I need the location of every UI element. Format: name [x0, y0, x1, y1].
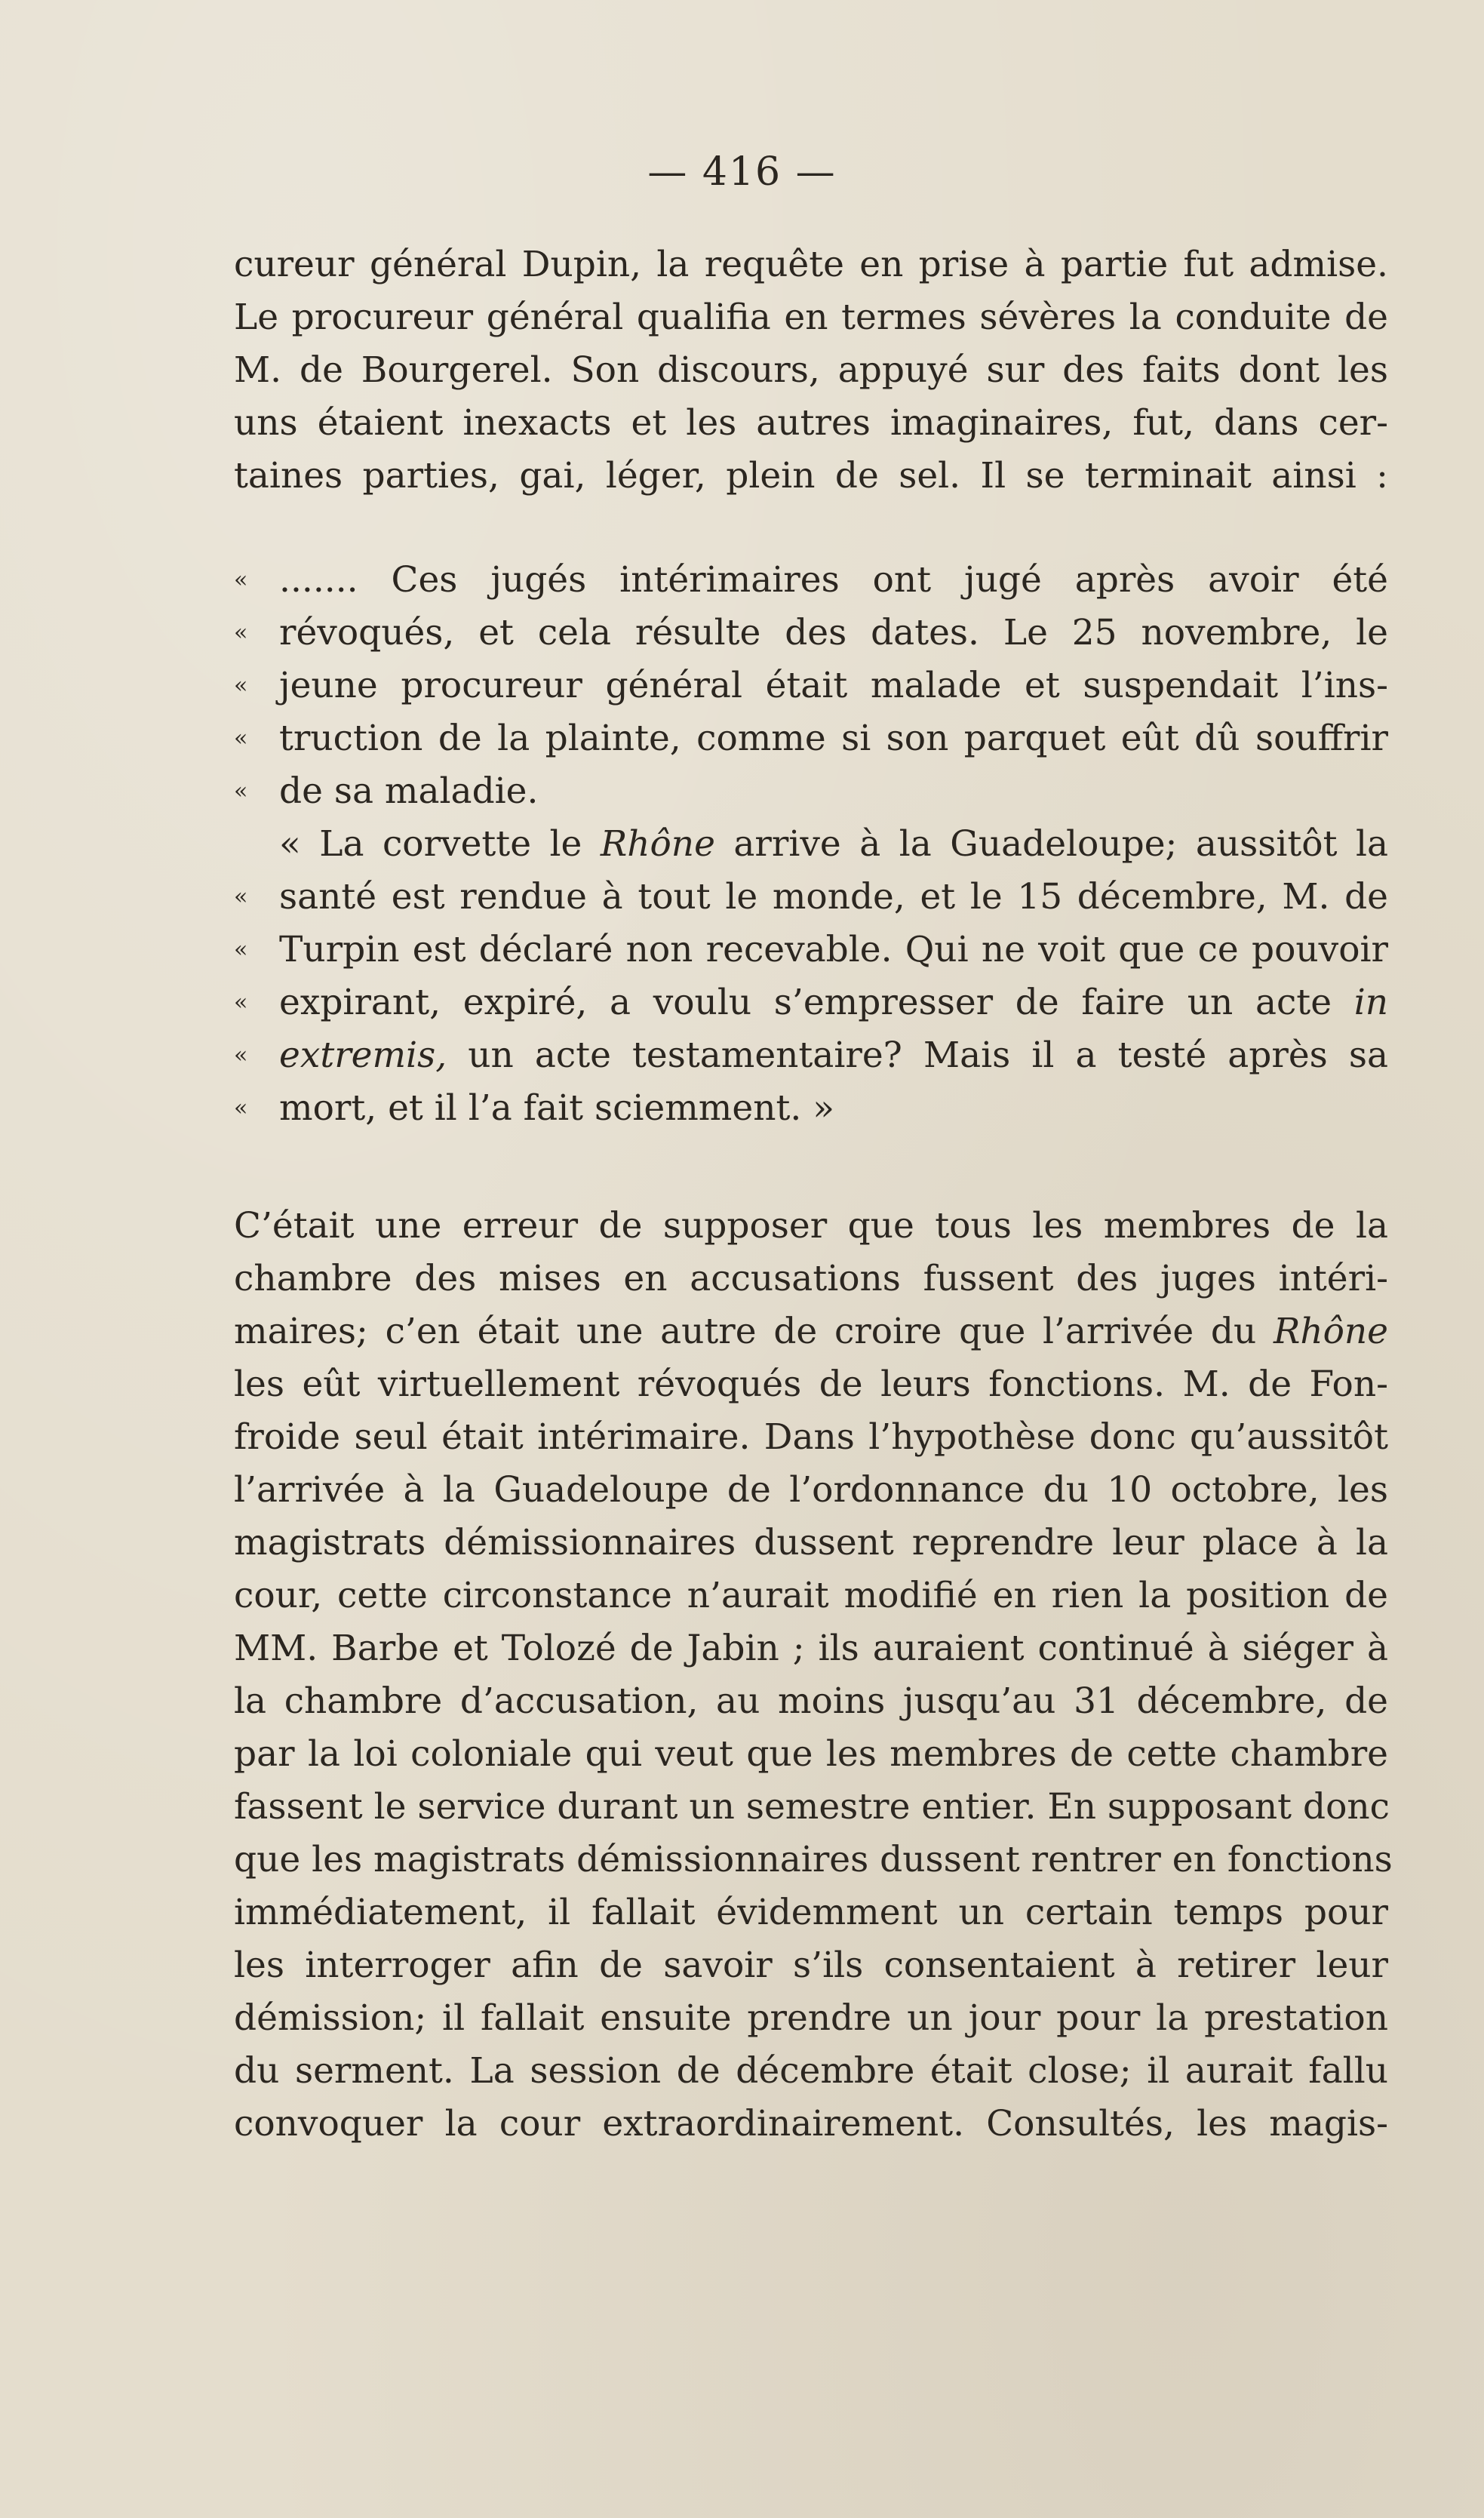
quote-line: Turpin est déclaré non recevable. Qui ne voit que ce pouvoir	[279, 929, 1388, 970]
quote-mark: «	[234, 936, 248, 963]
text-line: du serment. La session de décembre était close; il aurait fallu	[234, 2050, 1388, 2092]
text-line: les interroger afin de savoir s’ils consentaient à retirer leur	[234, 1945, 1388, 1986]
text-line: MM. Barbe et Tolozé de Jabin ; ils auraient continué à siéger à	[234, 1628, 1388, 1669]
text-line: par la loi coloniale qui veut que les membres de cette chambre	[234, 1733, 1388, 1775]
text-line: chambre des mises en accusations fussent des juges intéri-	[234, 1258, 1388, 1299]
text-line: l’arrivée à la Guadeloupe de l’ordonnance du 10 octobre, les	[234, 1469, 1388, 1511]
quote-line: de sa maladie.	[279, 770, 539, 812]
quote-mark: «	[234, 620, 248, 646]
text-line: convoquer la cour extraordinairement. Consultés, les magis-	[234, 2103, 1388, 2144]
text-line: taines parties, gai, léger, plein de sel. Il se terminait ainsi :	[234, 455, 1388, 497]
text-line: C’était une erreur de supposer que tous les membres de la	[234, 1205, 1388, 1247]
quote-line: mort, et il l’a fait sciemment. »	[279, 1087, 834, 1129]
text-line: que les magistrats démissionnaires dussent rentrer en fonctions	[234, 1839, 1393, 1880]
text-line: froide seul était intérimaire. Dans l’hypothèse donc qu’aussitôt	[234, 1416, 1388, 1458]
text-line: cour, cette circonstance n’aurait modifié en rien la position de	[234, 1575, 1388, 1616]
quote-mark: «	[234, 989, 248, 1016]
quote-mark: «	[234, 1042, 248, 1068]
quote-mark: «	[234, 1095, 248, 1121]
page-number: — 416 —	[647, 149, 837, 195]
text-line: Le procureur général qualifia en termes sévères la conduite de	[234, 297, 1388, 338]
quote-line: santé est rendue à tout le monde, et le 15 décembre, M. de	[279, 876, 1388, 918]
quote-line: truction de la plainte, comme si son parquet eût dû souffrir	[279, 718, 1388, 759]
text-line: les eût virtuellement révoqués de leurs fonctions. M. de Fon-	[234, 1364, 1388, 1405]
quote-mark: «	[234, 778, 248, 804]
text-line: maires; c’en était une autre de croire que l’arrivée du Rhône	[234, 1311, 1388, 1352]
text-line: uns étaient inexacts et les autres imaginaires, fut, dans cer-	[234, 402, 1388, 444]
quote-mark: «	[234, 725, 248, 752]
quote-line: révoqués, et cela résulte des dates. Le 25 novembre, le	[279, 612, 1388, 653]
quote-mark: «	[234, 672, 248, 699]
text-line: immédiatement, il fallait évidemment un certain temps pour	[234, 1892, 1388, 1933]
text-line: cureur général Dupin, la requête en prise à partie fut admise.	[234, 244, 1388, 285]
quote-line: extremis, un acte testamentaire? Mais il a testé après sa	[279, 1035, 1388, 1076]
text-line: la chambre d’accusation, au moins jusqu’au 31 décembre, de	[234, 1680, 1388, 1722]
text-line: fassent le service durant un semestre entier. En supposant donc	[234, 1786, 1390, 1828]
text-line: démission; il fallait ensuite prendre un jour pour la prestation	[234, 1997, 1388, 2039]
quote-mark: «	[234, 567, 248, 593]
quote-line: jeune procureur général était malade et suspendait l’ins-	[279, 665, 1388, 706]
quote-mark: «	[234, 884, 248, 910]
text-line: M. de Bourgerel. Son discours, appuyé sur des faits dont les	[234, 349, 1388, 391]
quote-line: expirant, expiré, a voulu s’empresser de faire un acte in	[279, 982, 1388, 1023]
quote-line: « La corvette le Rhône arrive à la Guadeloupe; aussitôt la	[279, 823, 1389, 865]
quote-line: ....... Ces jugés intérimaires ont jugé après avoir été	[279, 559, 1388, 601]
text-line: magistrats démissionnaires dussent reprendre leur place à la	[234, 1522, 1388, 1563]
